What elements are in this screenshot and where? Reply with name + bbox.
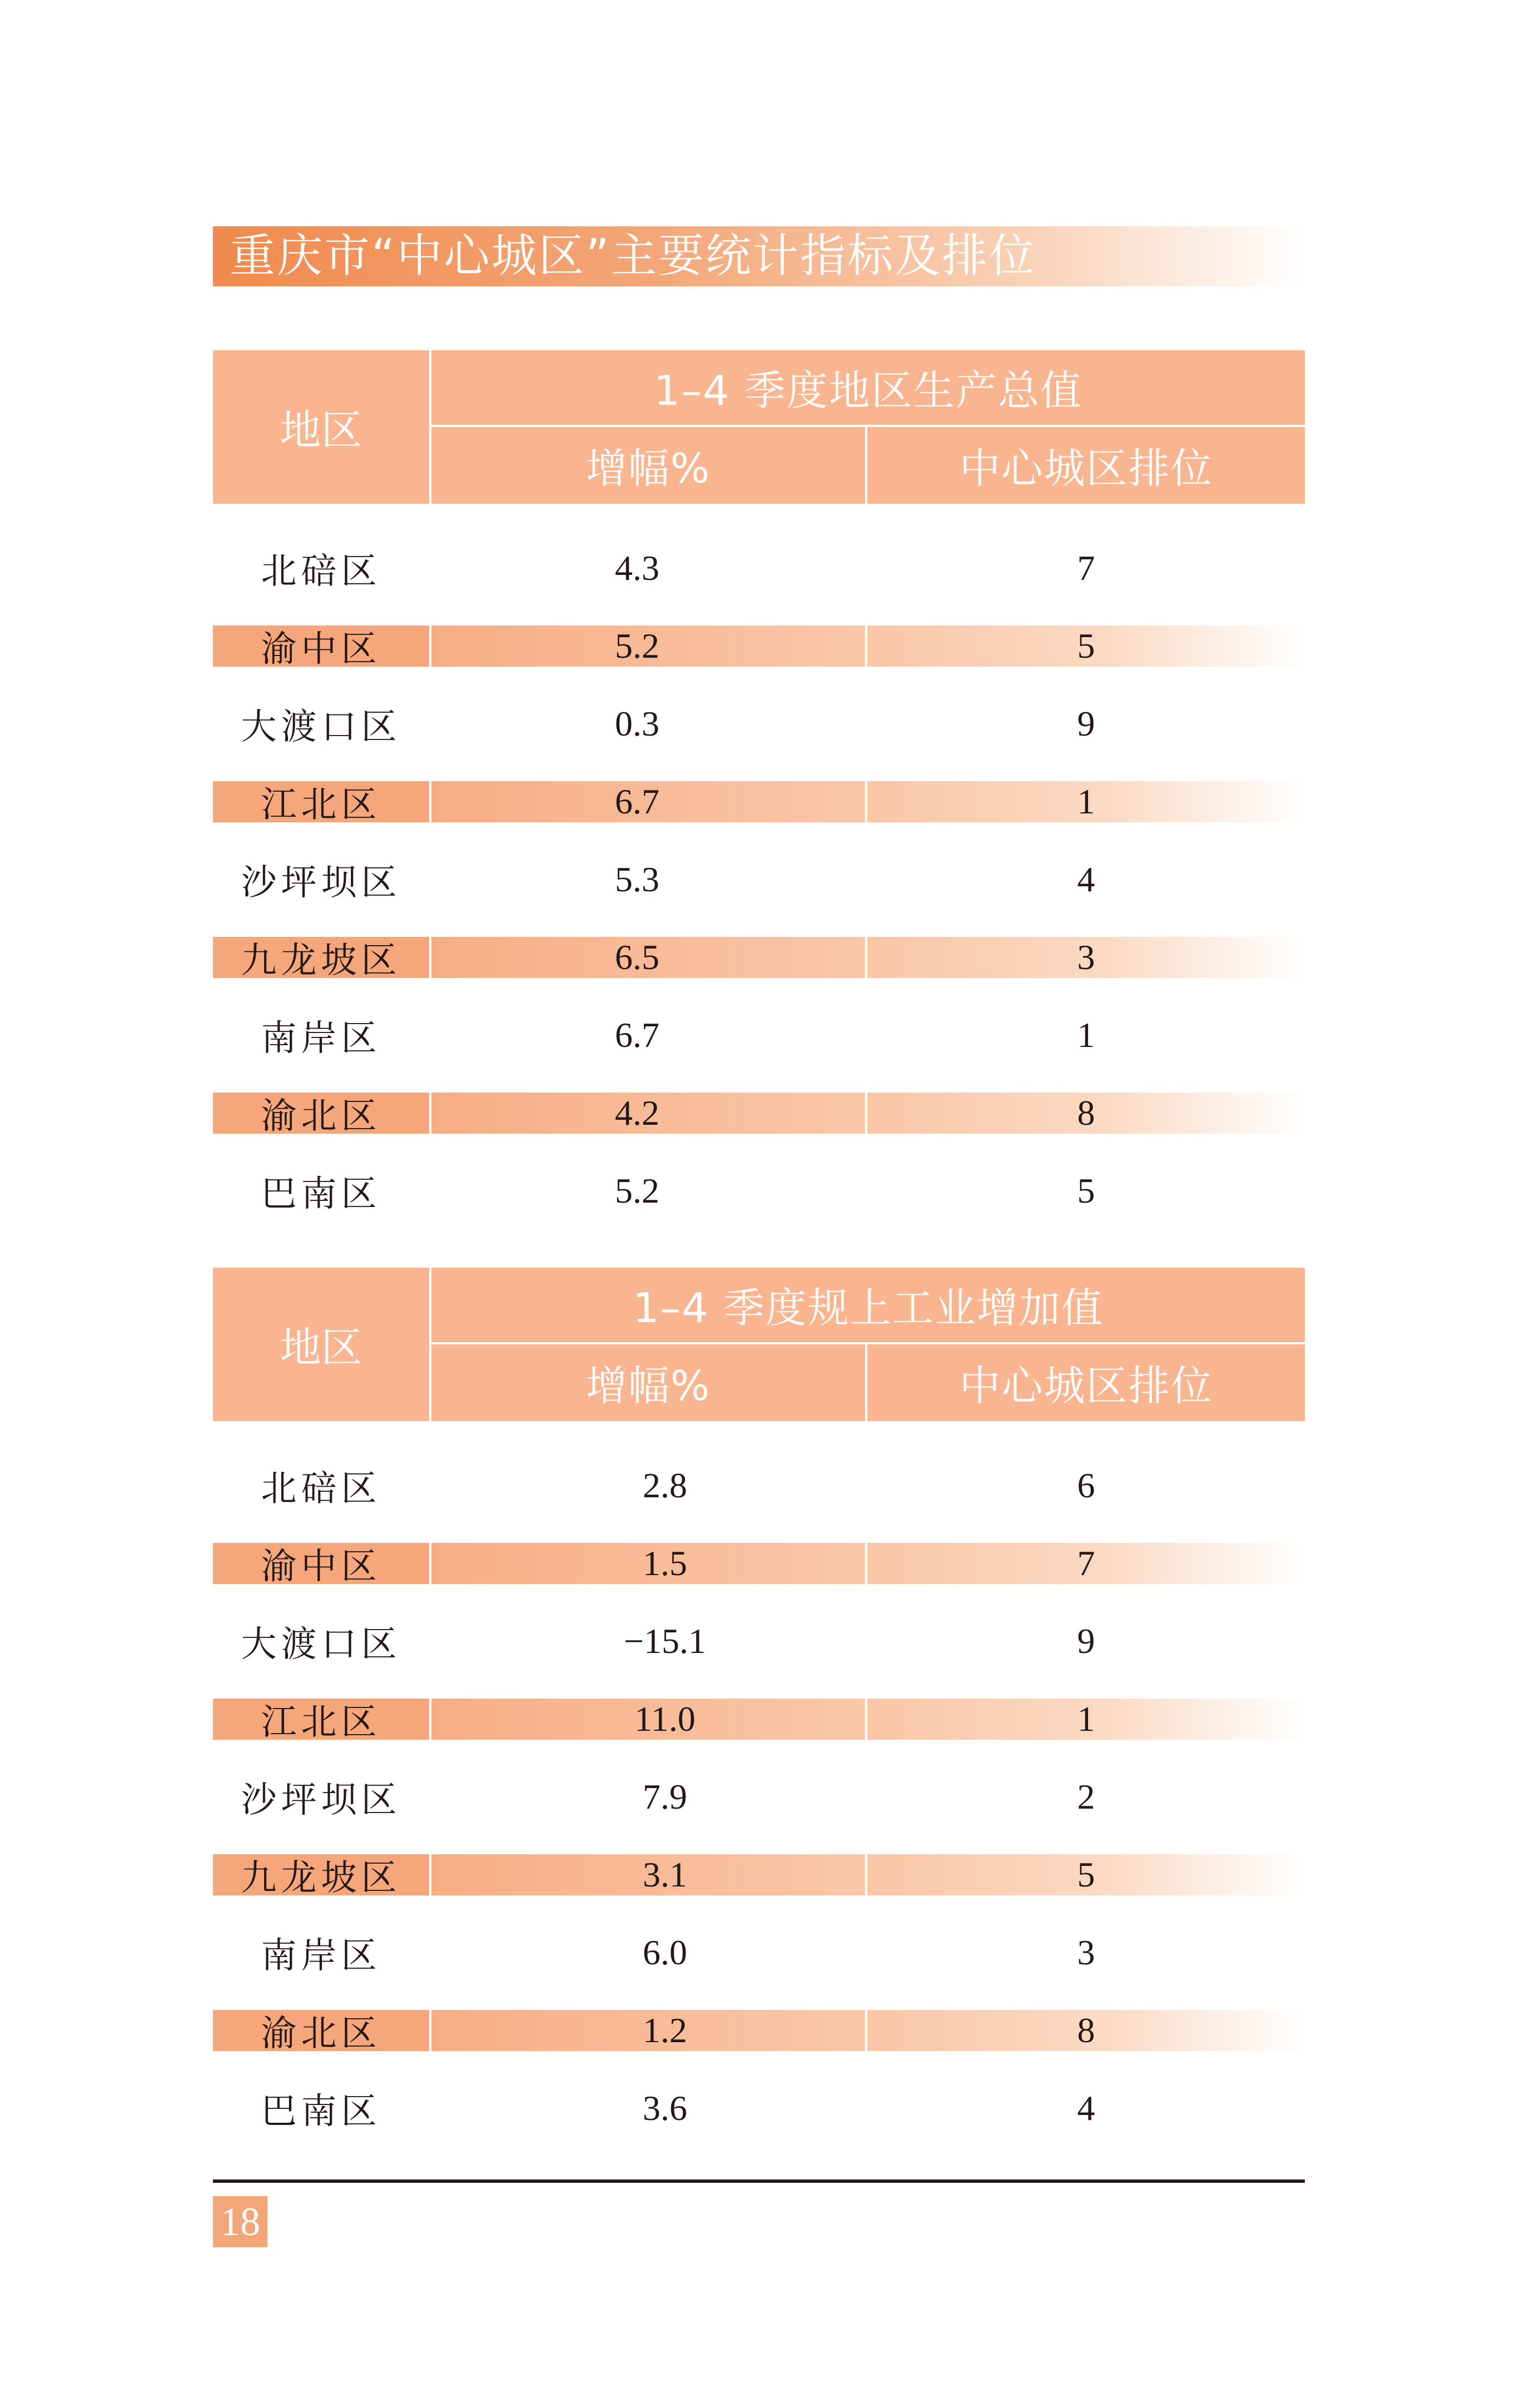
table-row xyxy=(213,1170,1305,1215)
table-row xyxy=(213,1699,1305,1743)
region-cell: 巴南区 xyxy=(261,2091,381,2132)
growth-value: 6.0 xyxy=(643,1933,687,1972)
table-row xyxy=(213,548,1305,592)
growth-value: 5.2 xyxy=(615,626,659,666)
growth-cell xyxy=(431,1543,865,1584)
region-cell: 巴南区 xyxy=(261,1174,381,1215)
rank-cell: 7 xyxy=(1077,548,1095,588)
rank-cell: 9 xyxy=(1077,1621,1095,1661)
rank-cell: 4 xyxy=(1077,860,1095,899)
growth-value: 6.5 xyxy=(615,937,659,977)
growth-cell xyxy=(431,1465,865,1506)
table-row xyxy=(213,703,1305,748)
page-title: 重庆市“中心城区”主要统计指标及排位 xyxy=(213,226,1305,286)
region-cell: 九龙坡区 xyxy=(213,937,429,978)
region-cell: 北碚区 xyxy=(261,551,381,592)
rank-cell: 5 xyxy=(1077,1171,1095,1210)
table-row xyxy=(213,625,1305,670)
region-cell: 渝中区 xyxy=(213,625,429,667)
header-indicator: 1–4 季度规上工业增加值 xyxy=(431,1268,1305,1342)
growth-cell xyxy=(431,2088,865,2129)
header-rank: 中心城区排位 xyxy=(867,427,1305,504)
growth-cell xyxy=(431,1621,865,1662)
region-cell: 江北区 xyxy=(213,1699,429,1740)
table-row xyxy=(213,1015,1305,1059)
gdp-table xyxy=(213,350,1305,1215)
table-header xyxy=(213,1268,1305,1421)
table-row xyxy=(213,1854,1305,1899)
growth-cell xyxy=(431,548,865,589)
growth-cell xyxy=(431,1776,865,1818)
growth-value: 1.2 xyxy=(643,2010,687,2050)
growth-value: −15.1 xyxy=(623,1621,707,1661)
header-rank: 中心城区排位 xyxy=(867,1344,1305,1421)
table-row xyxy=(213,859,1305,903)
table-row xyxy=(213,1543,1305,1587)
table-row xyxy=(213,2010,1305,2054)
table-row xyxy=(213,937,1305,981)
header-growth: 增幅% xyxy=(431,1344,865,1421)
table-row xyxy=(213,1932,1305,1977)
region-cell: 渝北区 xyxy=(213,2010,429,2051)
growth-cell xyxy=(431,1015,865,1056)
table-row xyxy=(213,1621,1305,1665)
header-growth: 增幅% xyxy=(431,427,865,504)
region-cell: 沙坪坝区 xyxy=(241,1780,401,1821)
header-indicator: 1–4 季度地区生产总值 xyxy=(431,350,1305,425)
growth-cell xyxy=(431,937,865,978)
growth-value: 5.2 xyxy=(615,1171,659,1210)
growth-cell xyxy=(431,1699,865,1740)
region-cell: 沙坪坝区 xyxy=(241,862,401,903)
growth-cell xyxy=(431,1093,865,1134)
region-cell: 大渡口区 xyxy=(241,707,401,748)
table-header xyxy=(213,350,1305,504)
rank-cell: 9 xyxy=(1077,704,1095,743)
growth-cell xyxy=(431,859,865,900)
rank-cell: 6 xyxy=(1077,1466,1095,1505)
region-cell: 九龙坡区 xyxy=(213,1854,429,1895)
header-region: 地区 xyxy=(213,350,429,504)
table-row xyxy=(213,1093,1305,1137)
growth-cell xyxy=(431,625,865,667)
rank-cell: 1 xyxy=(867,1699,1305,1740)
rank-cell: 5 xyxy=(867,1854,1305,1895)
growth-cell xyxy=(431,703,865,744)
growth-value: 6.7 xyxy=(615,1015,659,1055)
growth-cell xyxy=(431,1932,865,1973)
page-number: 18 xyxy=(213,2196,267,2247)
growth-value: 5.3 xyxy=(615,860,659,899)
region-cell: 江北区 xyxy=(213,781,429,822)
growth-cell xyxy=(431,1854,865,1895)
growth-value: 0.3 xyxy=(615,704,659,743)
growth-value: 2.8 xyxy=(643,1466,687,1505)
growth-value: 4.3 xyxy=(615,548,659,588)
growth-cell xyxy=(431,781,865,822)
growth-value: 7.9 xyxy=(643,1777,687,1816)
footer-divider xyxy=(213,2179,1305,2183)
growth-value: 4.2 xyxy=(615,1093,659,1133)
rank-cell: 2 xyxy=(1077,1777,1095,1816)
table-row xyxy=(213,2088,1305,2132)
rank-cell: 5 xyxy=(867,625,1305,667)
rank-cell: 8 xyxy=(867,1093,1305,1134)
rank-cell: 1 xyxy=(867,781,1305,822)
region-cell: 大渡口区 xyxy=(241,1624,401,1665)
rank-cell: 8 xyxy=(867,2010,1305,2051)
region-cell: 南岸区 xyxy=(261,1018,381,1059)
growth-cell xyxy=(431,2010,865,2051)
rank-cell: 7 xyxy=(867,1543,1305,1584)
growth-cell xyxy=(431,1170,865,1212)
table-row xyxy=(213,1776,1305,1821)
region-cell: 南岸区 xyxy=(261,1935,381,1977)
growth-value: 11.0 xyxy=(634,1699,696,1739)
rank-cell: 4 xyxy=(1077,2088,1095,2128)
growth-value: 1.5 xyxy=(643,1543,687,1583)
industry-table xyxy=(213,1268,1305,2132)
rank-cell: 1 xyxy=(1077,1015,1095,1055)
growth-value: 6.7 xyxy=(615,782,659,821)
region-cell: 北碚区 xyxy=(261,1468,381,1510)
table-row xyxy=(213,1465,1305,1510)
growth-value: 3.1 xyxy=(643,1855,687,1894)
table-row xyxy=(213,781,1305,826)
rank-cell: 3 xyxy=(867,937,1305,978)
growth-value: 3.6 xyxy=(643,2088,687,2128)
header-region: 地区 xyxy=(213,1268,429,1421)
region-cell: 渝中区 xyxy=(213,1543,429,1584)
rank-cell: 3 xyxy=(1077,1933,1095,1972)
region-cell: 渝北区 xyxy=(213,1093,429,1134)
